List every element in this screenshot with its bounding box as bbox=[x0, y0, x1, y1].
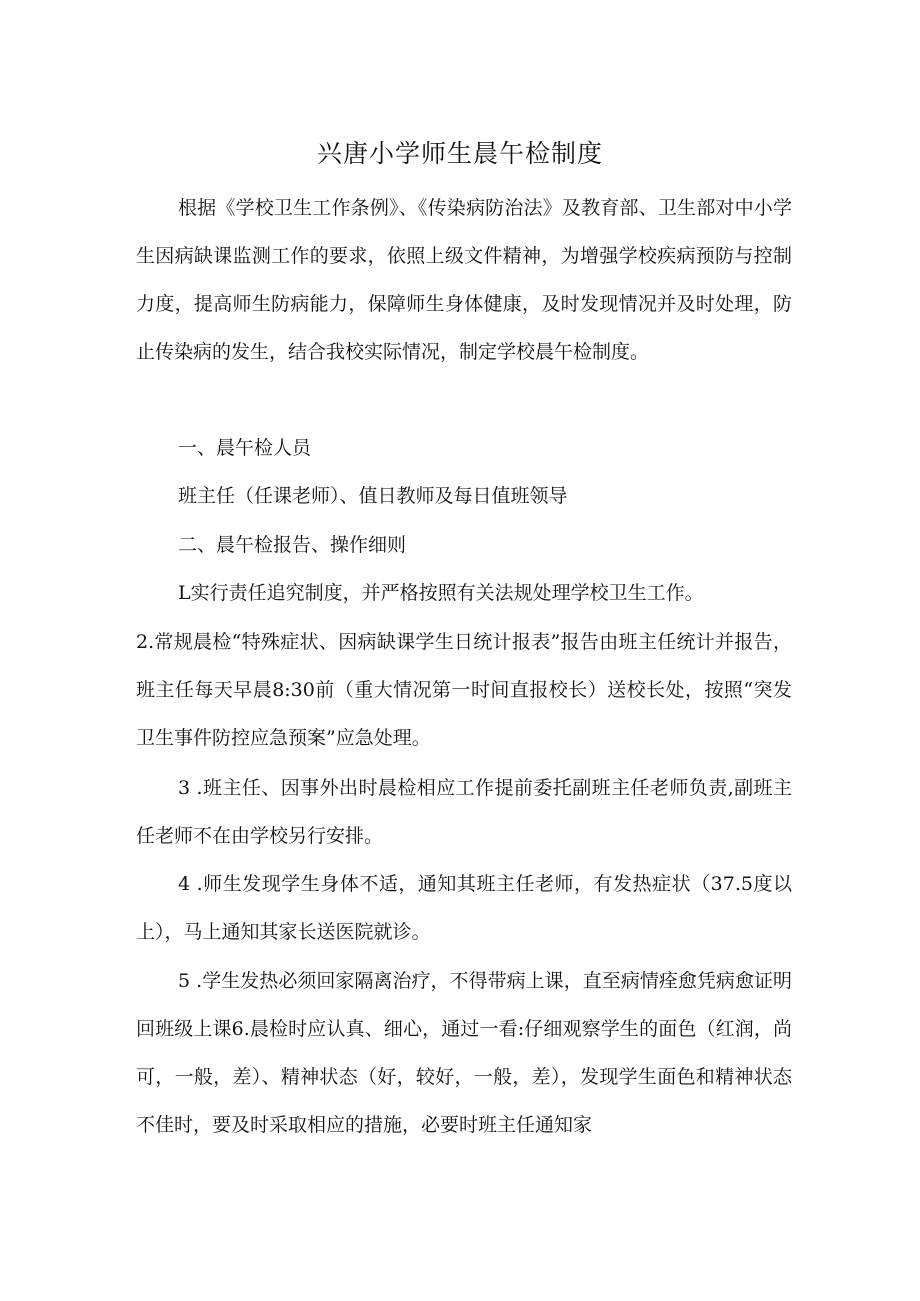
paragraph-text: 3 .班主任、因事外出时晨检相应工作提前委托副班主任老师负责,副班主任老师不在由学校另行安排。 bbox=[136, 777, 792, 847]
paragraph-rule-5 bbox=[136, 957, 792, 1149]
paragraph-text: 2.常规晨检“特殊症状、因病缺课学生日统计报表”报告由班主任统计并报告，班主任每天早晨8:30前（重大情况第一时间直报校长）送校长处，按照“突发卫生事件防控应急预案”应急处理。 bbox=[136, 631, 792, 749]
paragraph-text: L实行责任追究制度，并严格按照有关法规处理学校卫生工作。 bbox=[178, 582, 704, 604]
paragraph-rule-2 bbox=[136, 618, 792, 762]
document-title: 兴唐小学师生晨午检制度 bbox=[316, 139, 603, 168]
paragraph-text: 班主任（任课老师）、值日教师及每日值班领导 bbox=[178, 485, 568, 507]
paragraph-personnel bbox=[136, 472, 792, 520]
paragraph-text: 5 .学生发热必须回家隔离治疗，不得带病上课，直至病情痊愈凭病愈证明回班级上课6.晨检时应认真、细心，通过一看:仔细观察学生的面色（红润，尚可，一般，差）、精神状态（好，较好，一般，差），发现学生面色和精神状态不佳时，要及时采取相应的措施，必要时班主任通知家 bbox=[136, 970, 792, 1136]
section-heading-rules bbox=[136, 521, 792, 569]
section-heading-personnel bbox=[136, 424, 792, 472]
paragraph-rule-3 bbox=[136, 764, 792, 860]
section-heading-text: 二、晨午检报告、操作细则 bbox=[178, 534, 407, 556]
paragraph-rule-1 bbox=[136, 569, 792, 617]
section-heading-text: 一、晨午检人员 bbox=[178, 437, 312, 459]
paragraph-text: 4 .师生发现学生身体不适，通知其班主任老师，有发热症状（37.5度以上），马上通知其家长送医院就诊。 bbox=[136, 873, 792, 943]
paragraph-intro bbox=[136, 184, 792, 376]
paragraph-rule-4 bbox=[136, 860, 792, 956]
paragraph-text: 根据《学校卫生工作条例》、《传染病防治法》及教育部、卫生部对中小学生因病缺课监测工作的要求，依照上级文件精神，为增强学校疾病预防与控制力度，提高师生防病能力，保障师生身体健康，及时发现情况并及时处理，防止传染病的发生，结合我校实际情况，制定学校晨午检制度。 bbox=[136, 197, 792, 363]
